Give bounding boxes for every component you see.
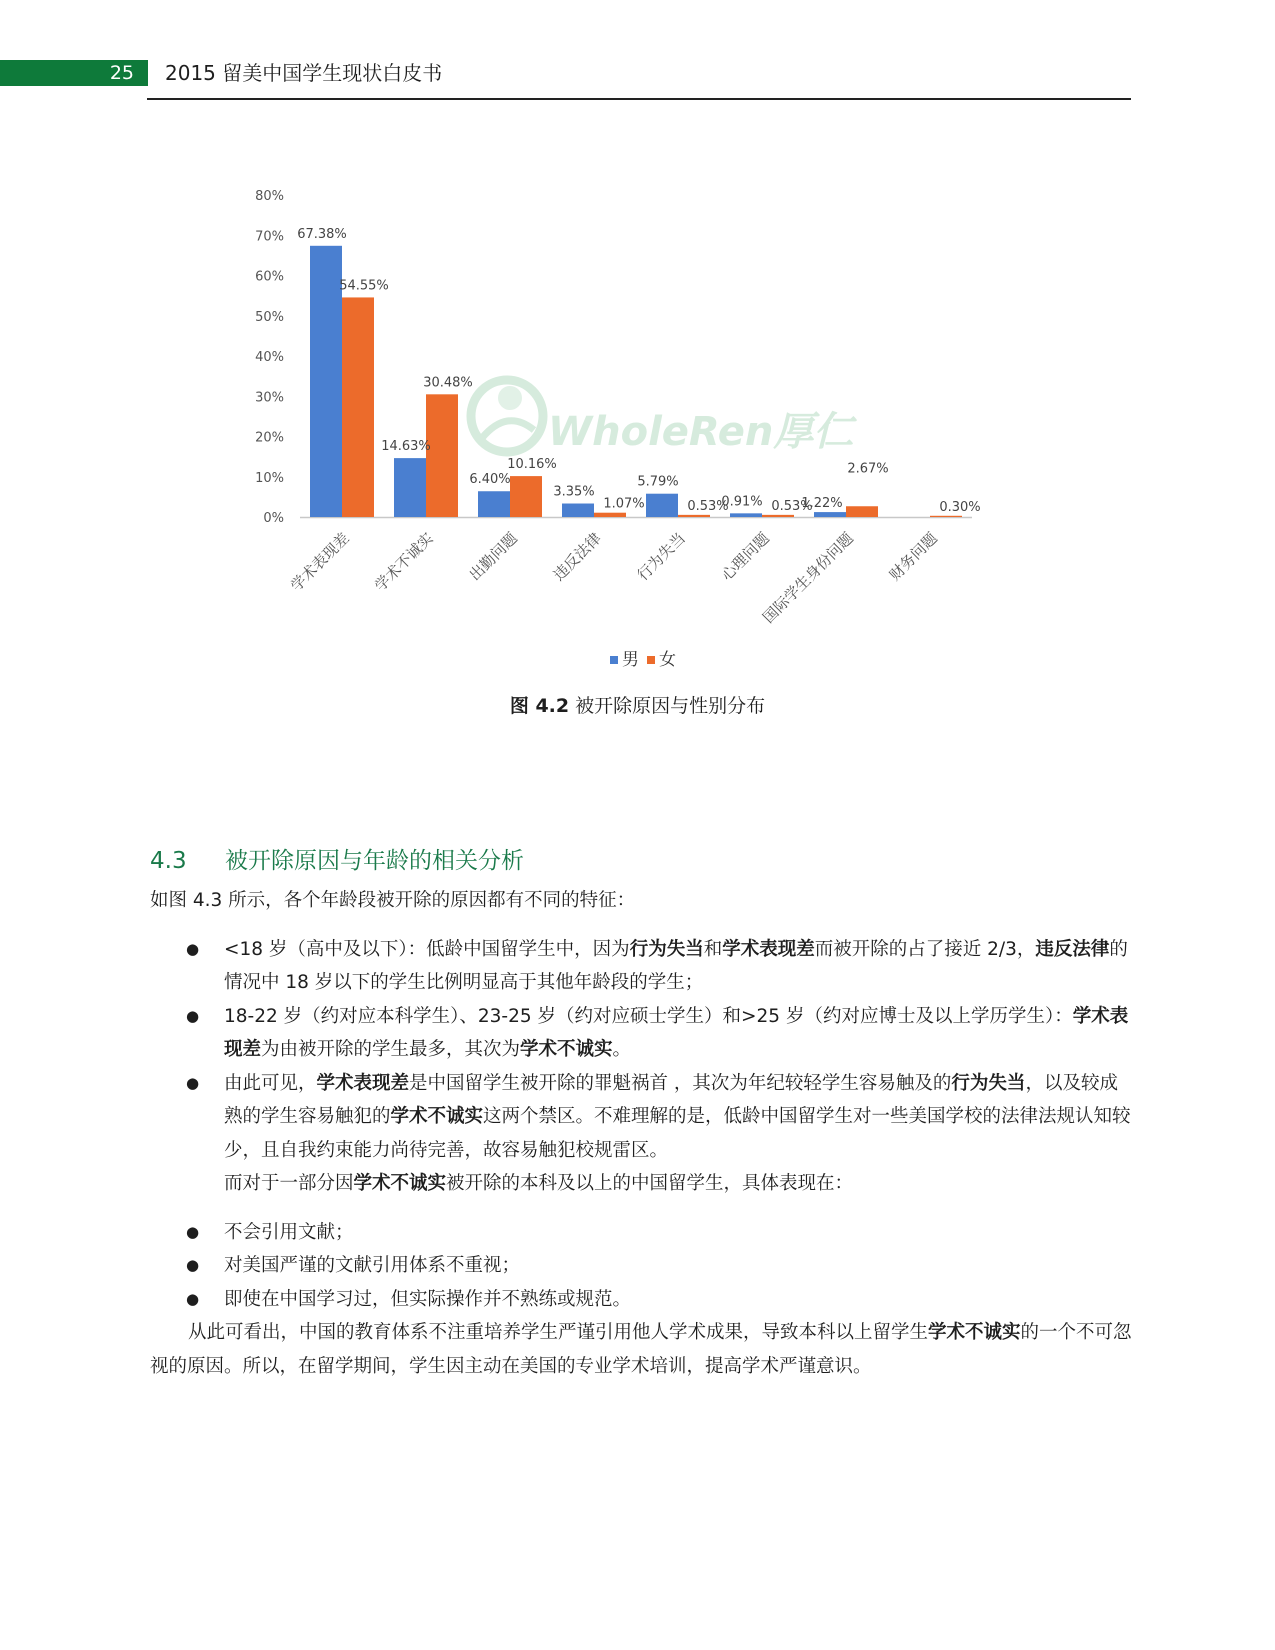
watermark-text: WholeRen厚仁 [548, 409, 854, 455]
section-title: 被开除原因与年龄的相关分析 [225, 848, 524, 874]
list-item: ● 18-22 岁（约对应本科学生）、23-25 岁（约对应硕士学生）和>25 岁（约对应博士及以上学历学生）：学术表现差为由被开除的学生最多，其次为学术不诚实。 [150, 1000, 1135, 1067]
legend-label-female: 女 [659, 650, 676, 670]
data-label: 6.40% [469, 472, 511, 488]
running-title: 2015 留美中国学生现状白皮书 [165, 61, 443, 85]
bar-female [342, 297, 374, 517]
data-label: 2.67% [847, 461, 889, 477]
follow-paragraph: 而对于一部分因学术不诚实被开除的本科及以上的中国留学生，具体表现在： [224, 1173, 854, 1194]
bar-male [646, 494, 678, 517]
bar-female [510, 476, 542, 517]
data-label: 1.07% [603, 496, 645, 512]
legend-item-female [647, 650, 676, 670]
header-rule [147, 98, 1131, 100]
bar-male [310, 246, 342, 517]
bar-male [730, 513, 762, 517]
list-item: ● <18 岁（高中及以下）：低龄中国留学生中，因为行为失当和学术表现差而被开除的占了接近 2/3，违反法律的情况中 18 岁以下的学生比例明显高于其他年龄段的学生； [150, 933, 1135, 1000]
bar-female [678, 515, 710, 517]
legend-swatch-female [647, 656, 655, 664]
legend-item-male [610, 650, 639, 670]
page-number: 25 [109, 62, 134, 84]
bar-male [394, 458, 426, 517]
data-label: 1.22% [801, 496, 843, 511]
data-label: 0.91% [721, 494, 763, 510]
list-item: ● 即使在中国学习过，但实际操作并不熟练或规范。 [150, 1283, 1135, 1317]
y-tick-label: 30% [255, 390, 284, 406]
x-tick-label: 出勤问题 [465, 529, 521, 585]
y-tick-label: 80% [255, 189, 284, 204]
y-tick-label: 20% [255, 430, 284, 446]
body-text [150, 884, 1135, 1383]
data-label: 14.63% [381, 439, 431, 455]
legend-label-male: 男 [622, 650, 639, 670]
data-label: 5.79% [637, 474, 679, 490]
legend-swatch-male [610, 656, 618, 664]
gender-bar-chart [255, 189, 1000, 640]
bar-female [426, 394, 458, 517]
list-item: ● 对美国严谨的文献引用体系不重视； [150, 1249, 1135, 1283]
x-tick-label: 学术不诚实 [371, 529, 437, 595]
section-heading [150, 842, 524, 875]
chart-legend [610, 645, 684, 670]
bar-male [478, 491, 510, 517]
data-label: 10.16% [507, 457, 557, 473]
data-label: 0.53% [771, 498, 813, 514]
x-tick-label: 心理问题 [717, 529, 773, 585]
figure-caption-text: 被开除原因与性别分布 [575, 695, 766, 717]
bar-male [814, 512, 846, 517]
list-item: ● 由此可见，学术表现差是中国留学生被开除的罪魁祸首 ，其次为年纪较轻学生容易触及的行为失当，以及较成熟的学生容易触犯的学术不诚实这两个禁区。不难理解的是，低龄中国留学生对一些美国学校的法律法规认知较少，且自我约束能力尚待完善，故容易触犯校规雷区。 [150, 1067, 1135, 1168]
x-tick-label: 行为失当 [633, 529, 689, 585]
y-tick-label: 50% [255, 309, 284, 325]
figure-number: 图 4.2 [509, 695, 570, 717]
x-tick-label: 违反法律 [549, 529, 605, 585]
figure-caption [0, 691, 1275, 718]
section-number: 4.3 [150, 848, 187, 874]
y-tick-label: 60% [255, 269, 284, 285]
bar-female [594, 513, 626, 517]
y-tick-label: 40% [255, 350, 284, 365]
data-label: 30.48% [423, 375, 473, 391]
data-label: 54.55% [339, 278, 389, 294]
bar-female [930, 516, 962, 517]
data-label: 67.38% [297, 226, 347, 242]
x-tick-label: 国际学生身份问题 [759, 529, 857, 627]
data-label: 3.35% [553, 484, 595, 500]
y-tick-label: 70% [255, 229, 284, 245]
intro-paragraph: 如图 4.3 所示，各个年龄段被开除的原因都有不同的特征： [150, 890, 636, 911]
x-tick-label: 学术表现差 [287, 529, 353, 595]
closing-paragraph: 从此可看出，中国的教育体系不注重培养学生严谨引用他人学术成果，导致本科以上留学生学术不诚实的一个不可忽视的原因。所以，在留学期间，学生因主动在美国的专业学术培训，提高学术严谨意识。 [150, 1322, 1132, 1377]
age-findings-list [150, 933, 1135, 1168]
x-tick-label: 财务问题 [885, 529, 941, 585]
data-label: 0.53% [687, 498, 729, 514]
list-item: ● 不会引用文献； [150, 1216, 1135, 1250]
bar-female [762, 515, 794, 517]
y-tick-label: 0% [263, 511, 284, 526]
bar-male [562, 504, 594, 517]
citation-issues-list [150, 1216, 1135, 1317]
bar-female [846, 506, 878, 517]
data-label: 0.30% [939, 499, 981, 515]
page-number-bar [0, 60, 148, 86]
y-tick-label: 10% [255, 470, 284, 486]
